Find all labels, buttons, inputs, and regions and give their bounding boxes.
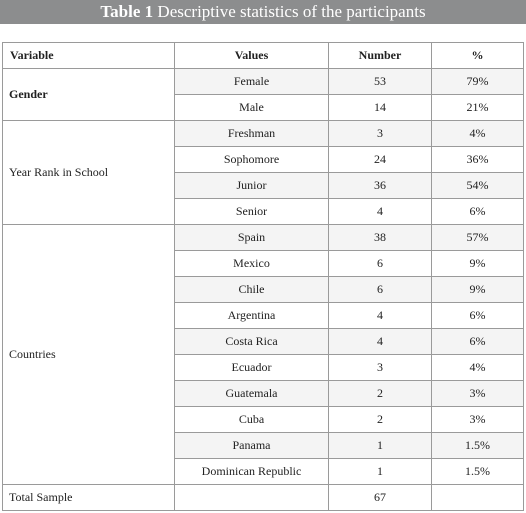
value-cell: Cuba <box>175 407 329 433</box>
number-cell: 36 <box>329 173 432 199</box>
value-cell: Ecuador <box>175 355 329 381</box>
variable-cell: Gender <box>3 69 175 121</box>
value-cell: Female <box>175 69 329 95</box>
number-cell: 4 <box>329 329 432 355</box>
value-cell: Argentina <box>175 303 329 329</box>
number-cell: 4 <box>329 199 432 225</box>
number-cell: 2 <box>329 407 432 433</box>
value-cell: Panama <box>175 433 329 459</box>
table-row <box>3 121 524 147</box>
number-cell: 38 <box>329 225 432 251</box>
percent-cell: 36% <box>432 147 524 173</box>
percent-cell: 79% <box>432 69 524 95</box>
descriptive-statistics-table <box>2 42 524 511</box>
total-number-cell: 67 <box>329 485 432 511</box>
percent-cell: 57% <box>432 225 524 251</box>
number-cell: 3 <box>329 121 432 147</box>
percent-cell: 6% <box>432 199 524 225</box>
number-cell: 1 <box>329 433 432 459</box>
percent-cell: 3% <box>432 407 524 433</box>
value-cell: Junior <box>175 173 329 199</box>
value-cell: Sophomore <box>175 147 329 173</box>
header-values: Values <box>175 43 329 69</box>
variable-cell: Countries <box>3 225 175 485</box>
number-cell: 14 <box>329 95 432 121</box>
number-cell: 1 <box>329 459 432 485</box>
percent-cell: 54% <box>432 173 524 199</box>
percent-cell: 4% <box>432 121 524 147</box>
table-caption <box>0 0 526 24</box>
total-row <box>3 485 524 511</box>
value-cell: Mexico <box>175 251 329 277</box>
value-cell: Costa Rica <box>175 329 329 355</box>
value-cell: Male <box>175 95 329 121</box>
number-cell: 2 <box>329 381 432 407</box>
percent-cell: 3% <box>432 381 524 407</box>
total-value-cell <box>175 485 329 511</box>
variable-cell: Year Rank in School <box>3 121 175 225</box>
value-cell: Dominican Republic <box>175 459 329 485</box>
value-cell: Guatemala <box>175 381 329 407</box>
percent-cell: 1.5% <box>432 433 524 459</box>
number-cell: 6 <box>329 251 432 277</box>
table-header <box>3 43 524 69</box>
percent-cell: 4% <box>432 355 524 381</box>
value-cell: Senior <box>175 199 329 225</box>
percent-cell: 6% <box>432 303 524 329</box>
percent-cell: 21% <box>432 95 524 121</box>
header-number: Number <box>329 43 432 69</box>
percent-cell: 9% <box>432 277 524 303</box>
total-label-cell: Total Sample <box>3 485 175 511</box>
table-caption-text: Descriptive statistics of the participants <box>157 2 426 21</box>
percent-cell: 1.5% <box>432 459 524 485</box>
value-cell: Chile <box>175 277 329 303</box>
table-row <box>3 225 524 251</box>
number-cell: 3 <box>329 355 432 381</box>
value-cell: Freshman <box>175 121 329 147</box>
percent-cell: 9% <box>432 251 524 277</box>
percent-cell: 6% <box>432 329 524 355</box>
table-row <box>3 69 524 95</box>
number-cell: 6 <box>329 277 432 303</box>
table-header-row <box>3 43 524 69</box>
header-variable: Variable <box>3 43 175 69</box>
table-body <box>3 69 524 511</box>
total-percent-cell <box>432 485 524 511</box>
table-caption-label: Table 1 <box>100 2 154 21</box>
value-cell: Spain <box>175 225 329 251</box>
number-cell: 53 <box>329 69 432 95</box>
number-cell: 24 <box>329 147 432 173</box>
number-cell: 4 <box>329 303 432 329</box>
header-percent: % <box>432 43 524 69</box>
